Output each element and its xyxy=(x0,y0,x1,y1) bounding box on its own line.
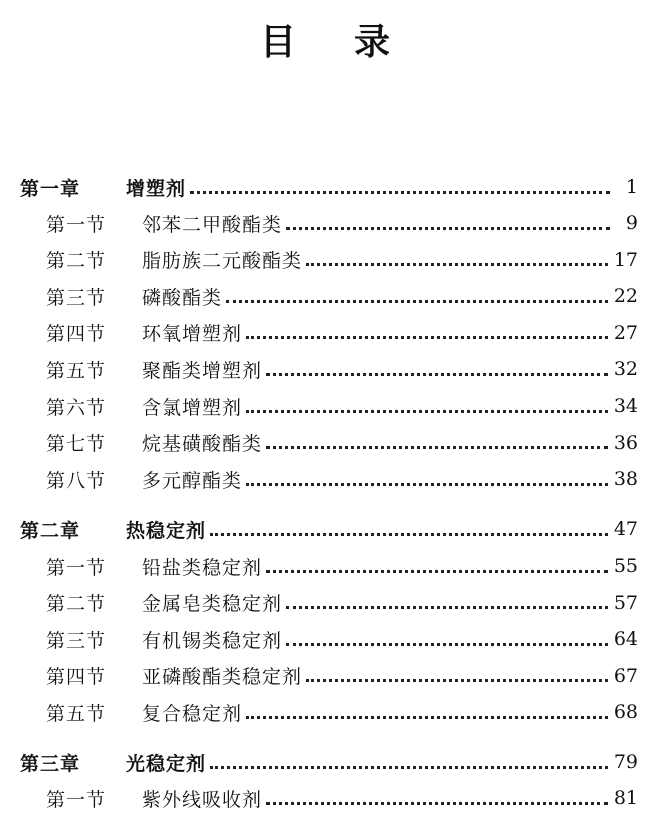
dot-leader xyxy=(306,263,608,266)
toc-section-row[interactable] xyxy=(46,624,638,654)
page-number: 47 xyxy=(613,518,638,540)
section-title: 有机锡类稳定剂 xyxy=(142,629,283,652)
section-label: 第四节 xyxy=(46,323,107,346)
section-label: 第四节 xyxy=(46,666,107,688)
section-title: 紫外线吸收剂 xyxy=(142,788,263,811)
toc-section-row[interactable] xyxy=(46,208,638,238)
page-number: 1 xyxy=(625,176,638,198)
toc-section-row[interactable] xyxy=(46,428,638,458)
toc-section-row[interactable] xyxy=(46,318,638,348)
toc-section-row[interactable] xyxy=(46,245,638,275)
dot-leader xyxy=(266,373,608,376)
section-title: 脂肪族二元酸酯类 xyxy=(142,250,303,273)
toc-section-row[interactable] xyxy=(46,783,638,813)
chapter-title: 增塑剂 xyxy=(126,177,187,200)
dot-leader xyxy=(246,336,608,339)
section-label: 第六节 xyxy=(46,396,107,419)
section-title: 环氧增塑剂 xyxy=(142,323,243,346)
dot-leader xyxy=(226,300,608,303)
page-number: 64 xyxy=(613,628,638,650)
section-label: 第一节 xyxy=(46,556,107,579)
page-number: 67 xyxy=(613,664,638,687)
chapter-label: 第一章 xyxy=(20,177,81,200)
section-title: 邻苯二甲酸酯类 xyxy=(142,213,283,236)
dot-leader xyxy=(246,716,608,719)
toc-section-row[interactable] xyxy=(46,281,638,311)
section-label: 第二节 xyxy=(46,593,107,615)
section-label: 第八节 xyxy=(46,469,107,492)
page-number: 55 xyxy=(613,555,638,577)
section-label: 第三节 xyxy=(46,629,107,652)
section-label: 第五节 xyxy=(46,359,107,382)
section-label: 第三节 xyxy=(46,286,107,309)
toc-section-row[interactable] xyxy=(46,551,638,581)
page-number: 81 xyxy=(613,787,638,809)
dot-leader xyxy=(190,191,610,194)
toc-section-row[interactable] xyxy=(46,354,638,384)
toc-section-row[interactable] xyxy=(46,661,638,691)
page-number: 22 xyxy=(613,285,638,308)
chapter-label: 第二章 xyxy=(20,519,81,542)
page-title: 目录 xyxy=(259,22,448,63)
section-label: 第二节 xyxy=(46,250,107,273)
page-number: 9 xyxy=(625,212,638,234)
section-title: 烷基磺酸酯类 xyxy=(142,433,263,456)
dot-leader xyxy=(286,227,610,230)
page-number: 36 xyxy=(613,431,638,454)
section-label: 第七节 xyxy=(46,433,107,456)
chapter-title: 热稳定剂 xyxy=(126,519,207,542)
section-title: 铅盐类稳定剂 xyxy=(142,556,263,579)
dot-leader xyxy=(210,533,608,536)
section-title: 磷酸酯类 xyxy=(142,286,223,309)
section-title: 亚磷酸酯类稳定剂 xyxy=(142,666,303,688)
page-number: 68 xyxy=(613,701,638,723)
section-label: 第一节 xyxy=(46,213,107,236)
page-number: 57 xyxy=(613,591,638,614)
section-label: 第五节 xyxy=(46,702,107,725)
toc-section-row[interactable] xyxy=(46,464,638,494)
toc-chapter-row[interactable] xyxy=(20,747,638,777)
dot-leader xyxy=(246,410,608,413)
dot-leader xyxy=(210,766,608,769)
section-title: 金属皂类稳定剂 xyxy=(142,593,283,615)
dot-leader xyxy=(266,570,608,573)
page-number: 32 xyxy=(613,358,638,381)
toc-section-row[interactable] xyxy=(46,391,638,421)
chapter-label: 第三章 xyxy=(20,752,81,775)
section-label: 第一节 xyxy=(46,788,107,811)
page-number: 27 xyxy=(613,321,638,344)
chapter-title: 光稳定剂 xyxy=(126,752,207,775)
dot-leader xyxy=(266,446,608,449)
section-title: 聚酯类增塑剂 xyxy=(142,359,263,382)
section-title: 复合稳定剂 xyxy=(142,702,243,725)
toc-chapter-row[interactable] xyxy=(20,514,638,544)
dot-leader xyxy=(286,643,608,646)
page-number: 38 xyxy=(613,468,638,491)
toc-section-row[interactable] xyxy=(46,697,638,727)
page-number: 34 xyxy=(613,395,638,417)
dot-leader xyxy=(266,802,608,805)
toc-section-row[interactable] xyxy=(46,588,638,618)
section-title: 多元醇酯类 xyxy=(142,469,243,492)
dot-leader xyxy=(246,483,608,486)
section-title: 含氯增塑剂 xyxy=(142,396,243,419)
dot-leader xyxy=(286,606,608,609)
dot-leader xyxy=(306,679,608,682)
page-number: 79 xyxy=(613,751,638,773)
toc-chapter-row[interactable] xyxy=(20,172,638,202)
page-number: 17 xyxy=(613,248,638,271)
